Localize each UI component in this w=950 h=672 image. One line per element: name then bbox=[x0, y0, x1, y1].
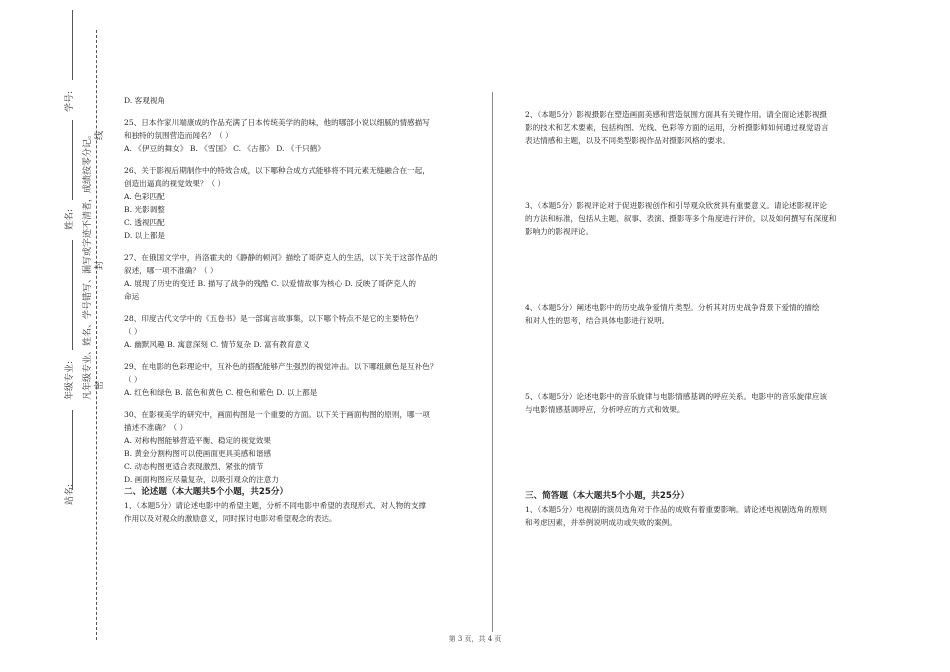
essay-question-1-cont: 作用以及对观众的激励意义，同时探讨电影对希望观念的表达。 bbox=[124, 514, 337, 523]
question-30-option-d: D. 画面构图应尽量复杂，以吸引观众的注意力 bbox=[124, 475, 279, 484]
page-footer: 第 3 页，共 4 页 bbox=[448, 635, 502, 643]
name-label: 姓名: bbox=[65, 208, 75, 230]
short-answer-question-1: 1、（本题5分）电视剧的演员选角对于作品的成败有着重要影响。请论述电视剧选角的原则 bbox=[525, 505, 828, 514]
question-29-cont: （ ） bbox=[124, 375, 142, 384]
essay-question-3-line-1: 3、（本题5分）影视评论对于促进影视创作和引导观众欣赏具有重要意义。请论述影视评论 bbox=[525, 201, 828, 210]
essay-question-2-line-1: 2、（本题5分）影视摄影在塑造画面美感和营造氛围方面具有关键作用。请全面论述影视摄 bbox=[525, 110, 828, 119]
grade-major-line bbox=[72, 240, 73, 350]
left-column bbox=[124, 94, 479, 525]
essay-question-5 bbox=[525, 390, 895, 416]
question-26-option-d: D. 以上都是 bbox=[124, 231, 166, 240]
question-27: 27、在俄国文学中，肖洛霍夫的《静静的顿河》描绘了哥萨克人的生活，以下关于这部作品的 bbox=[124, 253, 438, 262]
question-30-option-c: C. 动态构图更适合表现激烈、紧张的情节 bbox=[124, 462, 264, 471]
column-divider bbox=[492, 92, 493, 632]
seal-mark-seal: 封 bbox=[95, 260, 105, 270]
seal-mark-secret: 密 bbox=[95, 380, 105, 390]
question-27-options-cont: 命运 bbox=[124, 292, 140, 301]
question-29-options: A. 红色和绿色 B. 蓝色和黄色 C. 橙色和紫色 D. 以上都是 bbox=[124, 388, 318, 397]
student-id-line bbox=[72, 10, 73, 80]
question-25: 25、日本作家川端康成的作品充满了日本传统美学的韵味，他的哪部小说以细腻的情感描写 bbox=[124, 118, 430, 127]
student-id-label: 学号: bbox=[65, 90, 75, 112]
essay-question-4-line-1: 4、（本题5分）阐述电影中的历史战争爱情片类型。分析其对历史战争背景下爱情的描绘 bbox=[525, 303, 820, 312]
site-label: 站名: bbox=[65, 483, 75, 505]
essay-question-1: 1、（本题5分）请论述电影中的希望主题，分析不同电影中希望的表现形式、对人物的支撑 bbox=[124, 501, 427, 510]
question-29: 29、在电影的色彩理论中，互补色的搭配能够产生强烈的视觉冲击。以下哪组颜色是互补色？ bbox=[124, 362, 438, 371]
grade-major-label: 年级专业: bbox=[65, 360, 75, 400]
question-30-cont: 描述不准确？（ ） bbox=[124, 423, 188, 432]
essay-question-3 bbox=[525, 199, 895, 238]
option-d-objective: D. 客观视角 bbox=[124, 96, 166, 105]
question-30-option-a: A. 对称构图能够营造平衡、稳定的视觉效果 bbox=[124, 436, 271, 445]
exam-notice: 凡年级专业、姓名、学号错写、漏写或字迹不清者，成绩按零分记。 bbox=[83, 129, 93, 400]
question-28-options: A. 幽默风趣 B. 寓意深刻 C. 情节复杂 D. 富有教育意义 bbox=[124, 340, 310, 349]
question-28: 28、印度古代文学中的《五卷书》是一部寓言故事集，以下哪个特点不是它的主要特色？ bbox=[124, 314, 423, 323]
name-line bbox=[72, 120, 73, 200]
essay-question-2-line-2: 影的技术和艺术要素，包括构图、光线、色彩等方面的运用，分析摄影师如何通过视觉语言 bbox=[525, 123, 829, 132]
site-line bbox=[72, 410, 73, 490]
question-26-cont: 创造出逼真的视觉效果？（ ） bbox=[124, 179, 226, 188]
section-title-essay: 二、论述题（本大题共5个小题，共25分） bbox=[124, 487, 289, 497]
essay-question-5-line-2: 与电影情感基调呼应，分析呼应的方式和效果。 bbox=[525, 405, 685, 414]
question-25-options: A. 《伊豆的舞女》 B. 《雪国》 C. 《古都》 D. 《千只鹤》 bbox=[124, 144, 325, 153]
question-27-options: A. 展现了历史的变迁 B. 描写了战争的残酷 C. 以爱情故事为核心 D. 反映了哥萨克人的 bbox=[124, 279, 416, 288]
question-26-option-b: B. 光影调整 bbox=[124, 205, 165, 214]
section-title-short-answer: 三、简答题（本大题共5个小题，共25分） bbox=[525, 491, 690, 501]
question-26: 26、关于影视后期制作中的特效合成，以下哪种合成方式能够将不同元素无缝融合在一起， bbox=[124, 166, 430, 175]
essay-question-4 bbox=[525, 301, 895, 327]
essay-question-4-line-2: 和对人性的思考，结合具体电影进行说明。 bbox=[525, 316, 670, 325]
question-30: 30、在影视美学的研究中，画面构图是一个重要的方面。以下关于画面构图的原则，哪一项 bbox=[124, 410, 430, 419]
question-28-cont: （ ） bbox=[124, 327, 142, 336]
seal-dashed-line bbox=[96, 30, 97, 640]
question-27-cont: 叙述，哪一项不准确？（ ） bbox=[124, 266, 218, 275]
essay-question-3-line-3: 影响力的影视评论。 bbox=[525, 227, 594, 236]
question-25-cont: 和独特的氛围营造而闻名？（ ） bbox=[124, 131, 233, 140]
binding-margin bbox=[0, 0, 110, 672]
question-26-option-c: C. 透视匹配 bbox=[124, 218, 165, 227]
essay-question-2 bbox=[525, 108, 895, 147]
question-26-option-a: A. 色彩匹配 bbox=[124, 192, 165, 201]
essay-question-3-line-2: 的方法和标准，包括从主题、叙事、表演、摄影等多个角度进行评价，以及如何撰写有深度和 bbox=[525, 214, 837, 223]
question-30-option-b: B. 黄金分割构图可以使画面更具美感和谐感 bbox=[124, 449, 272, 458]
essay-question-2-line-3: 表达情感和主题，以及不同类型影视作品对摄影风格的要求。 bbox=[525, 136, 731, 145]
essay-question-5-line-1: 5、（本题5分）论述电影中的音乐旋律与电影情感基调的呼应关系。电影中的音乐旋律应该 bbox=[525, 392, 828, 401]
short-answer-question-1-cont: 和考虑因素，并举例说明成功或失败的案例。 bbox=[525, 518, 677, 527]
right-column bbox=[525, 108, 895, 529]
seal-mark-line: 线 bbox=[95, 130, 105, 140]
